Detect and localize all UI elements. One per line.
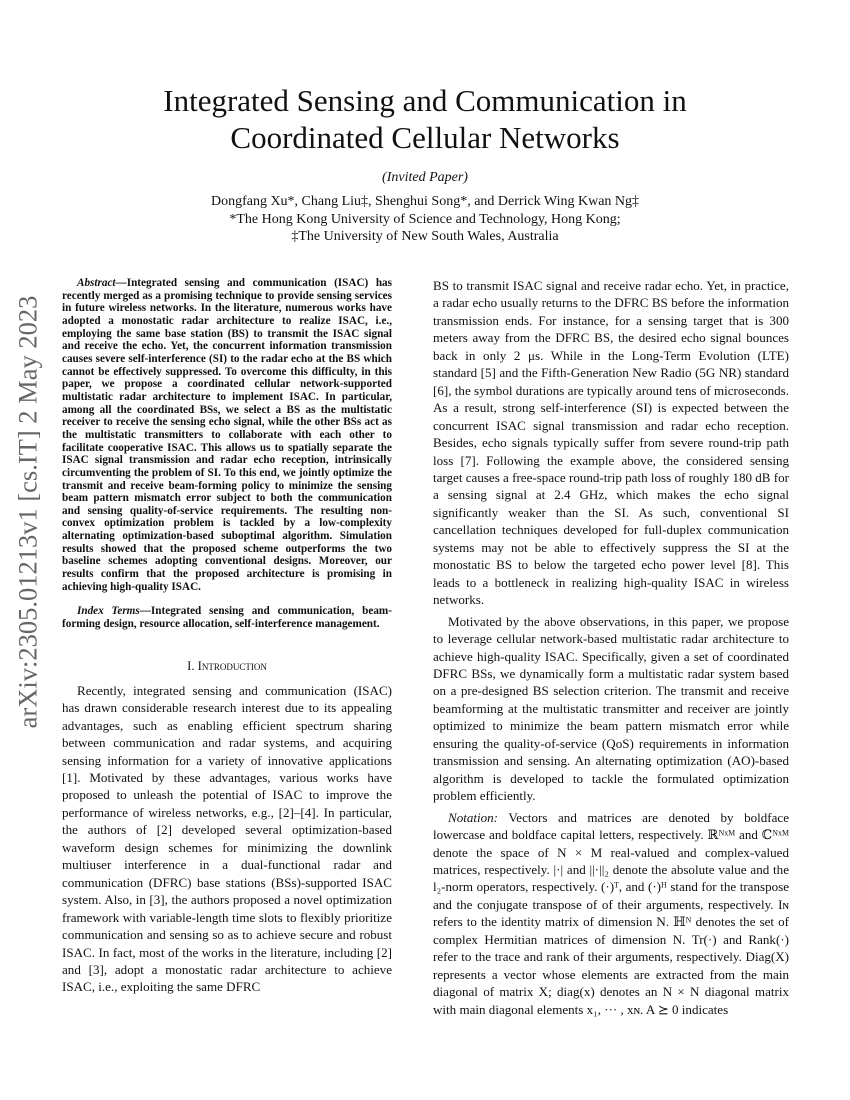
title-line-1: Integrated Sensing and Communication in	[163, 83, 687, 118]
index-terms-label: Index Terms	[77, 605, 140, 618]
abstract-label: Abstract	[77, 277, 116, 289]
notation-text: Vectors and matrices are denoted by boldface lowercase and boldface capital letters, respectively. ℝᴺˣᴹ and ℂᴺˣᴹ denote the space of N × M real-valued and complex-valued matrices, respectively. |·| and ||·||₂ denote the absolute value and the l₂-norm operators, respectively. (·)ᵀ, and (·)ᴴ stand for the transpose and the conjugate transpose of of their arguments, respectively. Iɴ refers to the identity matrix of dimension N. ℍᴺ denotes the set of complex Hermitian matrices of dimension N. Tr(·) and Rank(·) refer to the trace and rank of their arguments, respectively. Diag(X) represents a vector whose elements are extracted from the main diagonal of matrix X; diag(x) denotes an N × N diagonal matrix with main diagonal elements x₁, ··· , xɴ. A ⪰ 0 indicates	[433, 809, 789, 1017]
intro-paragraph-2: Motivated by the above observations, in this paper, we propose to leverage cellular network-based multistatic radar architecture to achieve high-quality ISAC. Specifically, given a set of coordinated DFRC BSs, we dynamically form a multistatic radar system based on a pre-designed BS selection criterion. The transmit and receive beamforming at the multistatic transmitter and receiver are jointly optimized to minimize the beam pattern mismatch error while ensuring the quality-of-service (QoS) requirements in information transmission and sensing. An alternating optimization (AO)-based algorithm is developed to tackle the formulated optimization problem efficiently.	[433, 613, 789, 804]
abstract-text: —Integrated sensing and communication (ISAC) has recently merged as a promising technique to provide sensing services in future wireless networks. In the literature, numerous works have adopted a monostatic radar architecture to realize ISAC, i.e., employing the same base station (BS) to transmit the ISAC signal and receive the echo. Yet, the concurrent information transmission causes severe self-interference (SI) to the radar echo at the BS which cannot be effectively suppressed. To overcome this difficulty, in this paper, we propose a coordinated cellular network-supported multistatic radar architecture to implement ISAC. In particular, among all the coordinated BSs, we select a BS as the multistatic receiver to receive the sensing echo signal, while the other BSs act as the multistatic transmitters to collaborate with each other to facilitate cooperative ISAC. This allows us to spatially separate the ISAC signal transmission and radar echo reception, intrinsically circumventing the problem of SI. To this end, we jointly optimize the transmit and receive beam-forming policy to minimize the sensing beam pattern mismatch error subject to both the communication and sensing quality-of-service requirements. The resulting non-convex optimization problem is tackled by a low-complexity alternating optimization-based suboptimal algorithm. Simulation results showed that the proposed scheme outperforms the two baseline schemes adopting conventional designs. Moreover, our results confirm that the proposed architecture is promising in achieving high-quality ISAC.	[62, 277, 392, 593]
section-title: Introduction	[197, 658, 267, 673]
author-block	[0, 193, 850, 246]
index-terms	[62, 605, 392, 630]
intro-paragraph-1: Recently, integrated sensing and communication (ISAC) has drawn considerable research interest due to its appealing advantages, such as enabling efficient spectrum sharing between communication and radar systems, and acquiring sensing information for a variety of innovative applications [1]. Motivated by these advantages, various works have proposed to unleash the potential of ISAC to improve the performance of wireless networks, e.g., [2]–[4]. In particular, the authors of [2] developed several optimization-based waveform design schemes for minimizing the downlink multiuser interference in a dual-functional radar and communication (DFRC) base stations (BSs)-supported ISAC system. Also, in [3], the authors proposed a novel optimization framework with variable-length time slots to flexibly prioritize communication and sensing so as to achieve secure and robust ISAC. In fact, most of the works in the literature, including [2] and [3], adopt a monostatic radar architecture to achieve ISAC, i.e., exploiting the same DFRC	[62, 682, 392, 995]
arxiv-identifier: arXiv:2305.01213v1 [cs.IT] 2 May 2023	[12, 295, 43, 729]
affiliation-1: *The Hong Kong University of Science and Technology, Hong Kong;	[229, 211, 621, 227]
notation-label: Notation:	[448, 809, 499, 825]
abstract	[62, 277, 392, 593]
affiliation-2: ‡The University of New South Wales, Australia	[291, 229, 559, 244]
right-column	[433, 277, 789, 1018]
author-names: Dongfang Xu*, Chang Liu‡, Shenghui Song*, and Derrick Wing Kwan Ng‡	[210, 194, 640, 209]
section-heading-introduction	[62, 659, 392, 674]
title-line-2: Coordinated Cellular Networks	[230, 120, 620, 155]
notation-paragraph	[433, 809, 789, 1018]
paper-subtitle: (Invited Paper)	[382, 170, 468, 185]
intro-paragraph-1-continued: BS to transmit ISAC signal and receive radar echo. Yet, in practice, a radar echo usually returns to the DFRC BS before the information transmission ends. For instance, for a sensing target that is 300 meters away from the DFRC BS, the desired echo signal bounces back in only 2 μs. While in the Long-Term Evolution (LTE) standard [5] and the Fifth-Generation New Radio (5G NR) standard [6], the symbol durations are typically around tens of microseconds. As a result, strong self-interference (SI) is expected between the concurrent ISAC signal transmission and radar echo reception. Besides, echo signals typically suffer from severe round-trip path loss [7]. Following the example above, the considered sensing target causes a free-space round-trip path loss of roughly 180 dB for a sensing signal at 2.4 GHz, which makes the echo signal significantly weaker than the SI. As such, conventional SI cancellation techniques developed for full-duplex communication systems may not be able to effectively suppress the SI at the monostatic BS to below the targeted echo power level [8]. This leads to a bottleneck in realizing high-quality ISAC in wireless networks.	[433, 278, 789, 608]
index-terms-text: —Integrated sensing and communication, beam-forming design, resource allocation, self-interference management.	[62, 605, 392, 631]
left-column	[62, 277, 392, 996]
paper-title	[60, 82, 790, 156]
section-number: I.	[187, 658, 198, 673]
arxiv-sidebar	[0, 277, 56, 747]
